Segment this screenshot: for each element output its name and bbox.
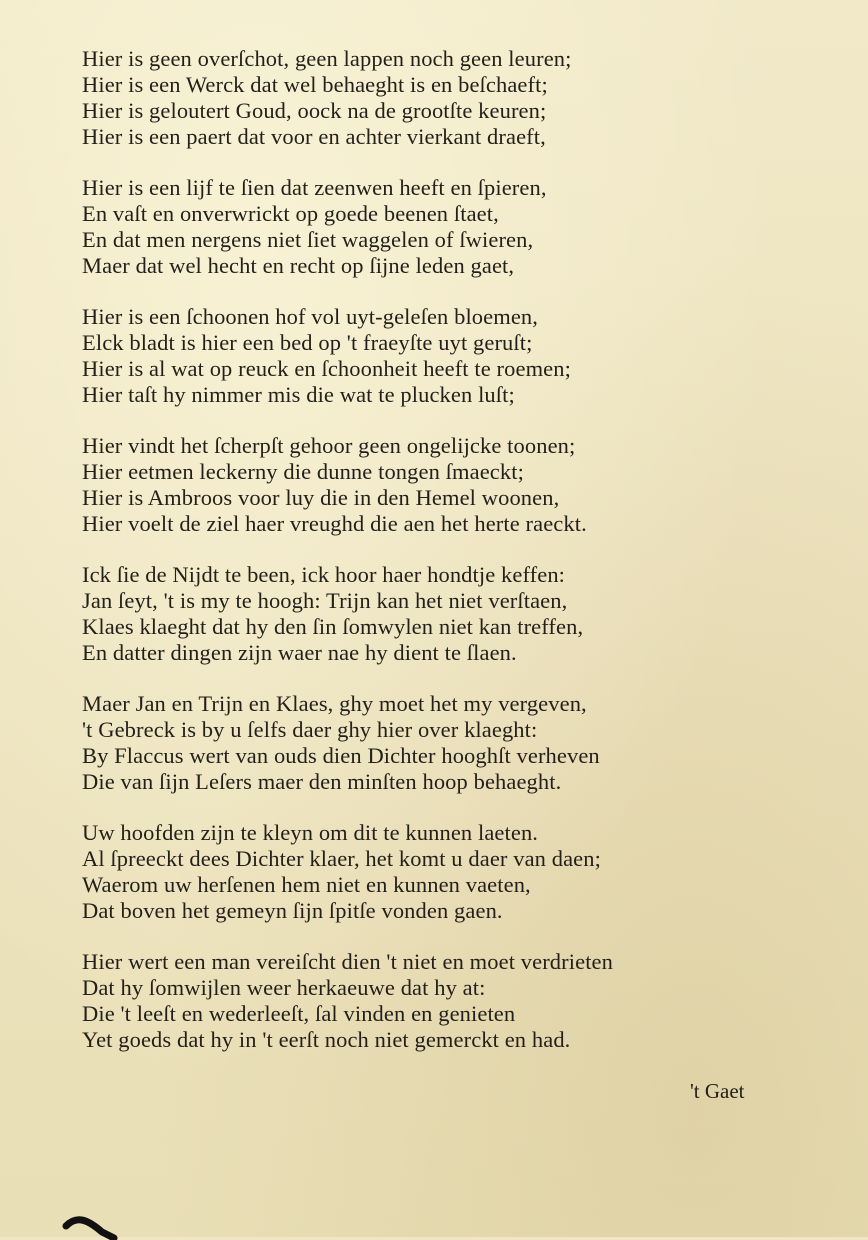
catchword: 't Gaet	[690, 1079, 745, 1103]
verse-line: En vaſt en onverwrickt op goede beenen ſtaet,	[82, 201, 499, 226]
verse-line: By Flaccus wert van ouds dien Dichter hooghſt verheven	[82, 743, 600, 768]
verse-line: Klaes klaeght dat hy den ſin ſomwylen niet kan treffen,	[82, 614, 584, 639]
verse-line: Hier taſt hy nimmer mis die wat te plucken luſt;	[82, 382, 515, 407]
verse-line: Hier wert een man vereiſcht dien 't niet en moet verdrieten	[82, 949, 613, 974]
verse-line: Hier is Ambroos voor luy die in den Hemel woonen,	[82, 485, 560, 510]
verse-line: Elck bladt is hier een bed op 't fraeyſte uyt geruſt;	[82, 330, 533, 355]
stanza	[82, 175, 802, 279]
verse-line: Hier is een Werck dat wel behaeght is en beſchaeft;	[82, 72, 548, 97]
poem	[82, 46, 802, 1078]
verse-line: Uw hoofden zijn te kleyn om dit te kunnen laeten.	[82, 820, 539, 845]
verse-line: Hier eetmen leckerny die dunne tongen ſmaeckt;	[82, 459, 524, 484]
verse-line: Hier voelt de ziel haer vreughd die aen het herte raeckt.	[82, 511, 587, 536]
verse-line: Maer dat wel hecht en recht op ſijne leden gaet,	[82, 253, 515, 278]
stanza	[82, 691, 802, 795]
verse-line: Hier is geloutert Goud, oock na de grootſte keuren;	[82, 98, 547, 123]
verse-line: En datter dingen zijn waer nae hy dient te ſlaen.	[82, 640, 517, 665]
verse-line: Die van ſijn Leſers maer den minſten hoop behaeght.	[82, 769, 562, 794]
verse-line: Hier is een lijf te ſien dat zeenwen heeft en ſpieren,	[82, 175, 547, 200]
ink-mark	[62, 1210, 122, 1240]
stanza	[82, 562, 802, 666]
verse-line: Dat boven het gemeyn ſijn ſpitſe vonden gaen.	[82, 898, 503, 923]
verse-line: Jan ſeyt, 't is my te hoogh: Trijn kan het niet verſtaen,	[82, 588, 568, 613]
stanza	[82, 46, 802, 150]
verse-line: 't Gebreck is by u ſelfs daer ghy hier over klaeght:	[82, 717, 538, 742]
verse-line: Al ſpreeckt dees Dichter klaer, het komt u daer van daen;	[82, 846, 601, 871]
verse-line: Maer Jan en Trijn en Klaes, ghy moet het my vergeven,	[82, 691, 587, 716]
stanza	[82, 304, 802, 408]
verse-line: Hier vindt het ſcherpſt gehoor geen ongelijcke toonen;	[82, 433, 576, 458]
stanza	[82, 949, 802, 1053]
verse-line: En dat men nergens niet ſiet waggelen of ſwieren,	[82, 227, 534, 252]
verse-line: Ick ſie de Nijdt te been, ick hoor haer hondtje keffen:	[82, 562, 566, 587]
verse-line: Hier is geen overſchot, geen lappen noch geen leuren;	[82, 46, 572, 71]
verse-line: Hier is een ſchoonen hof vol uyt-geleſen bloemen,	[82, 304, 539, 329]
verse-line: Die 't leeſt en wederleeſt, ſal vinden en genieten	[82, 1001, 516, 1026]
verse-line: Hier is een paert dat voor en achter vierkant draeft,	[82, 124, 546, 149]
verse-line: Hier is al wat op reuck en ſchoonheit heeft te roemen;	[82, 356, 571, 381]
verse-line: Dat hy ſomwijlen weer herkaeuwe dat hy at:	[82, 975, 486, 1000]
stanza	[82, 820, 802, 924]
verse-line: Waerom uw herſenen hem niet en kunnen vaeten,	[82, 872, 531, 897]
stanza	[82, 433, 802, 537]
verse-line: Yet goeds dat hy in 't eerſt noch niet gemerckt en had.	[82, 1027, 571, 1052]
